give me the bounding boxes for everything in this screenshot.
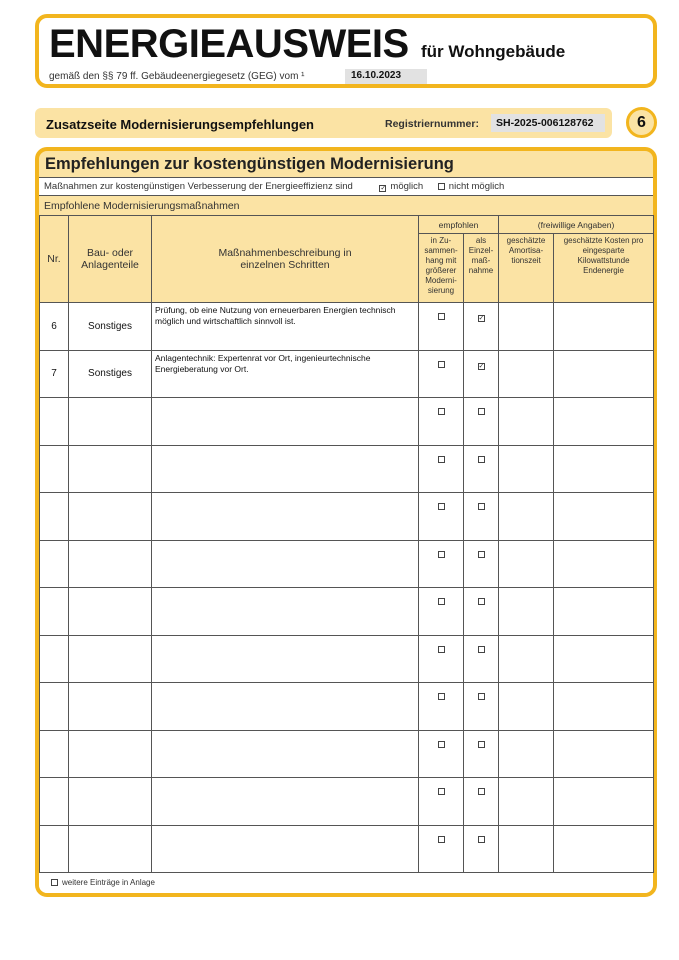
- row-combined-cell: [419, 588, 464, 636]
- not-possible-option[interactable]: [438, 181, 504, 192]
- more-entries-checkbox[interactable]: [51, 879, 58, 886]
- row-description[interactable]: [152, 635, 419, 683]
- row-description[interactable]: [152, 493, 419, 541]
- single-checkbox[interactable]: [478, 646, 485, 653]
- row-description[interactable]: [152, 540, 419, 588]
- row-combined-cell: [419, 635, 464, 683]
- row-single-cell: [464, 445, 499, 493]
- row-combined-cell: [419, 540, 464, 588]
- row-cost[interactable]: [554, 493, 654, 541]
- row-nr[interactable]: [40, 540, 69, 588]
- row-payback[interactable]: [499, 350, 554, 398]
- table-row: [40, 350, 654, 398]
- recommendations-section: [35, 147, 657, 897]
- single-checkbox[interactable]: [478, 836, 485, 843]
- row-cost[interactable]: [554, 778, 654, 826]
- row-nr[interactable]: [40, 683, 69, 731]
- page-title: Zusatzseite Modernisierungsempfehlungen: [46, 117, 314, 132]
- combined-checkbox[interactable]: [438, 456, 445, 463]
- row-description[interactable]: [152, 445, 419, 493]
- row-combined-cell: [419, 350, 464, 398]
- row-description[interactable]: Anlagentechnik: Expertenrat vor Ort, ingenieurtechnische Energieberatung vor Ort.: [152, 350, 419, 398]
- single-checkbox[interactable]: [478, 693, 485, 700]
- row-description[interactable]: [152, 825, 419, 873]
- row-description[interactable]: [152, 778, 419, 826]
- combined-checkbox[interactable]: [438, 741, 445, 748]
- single-checkbox[interactable]: [478, 598, 485, 605]
- combined-checkbox[interactable]: [438, 836, 445, 843]
- law-reference: gemäß den §§ 79 ff. Gebäudeenergiegesetz (GEG) vom ¹: [49, 71, 305, 82]
- row-payback[interactable]: [499, 588, 554, 636]
- row-nr[interactable]: [40, 588, 69, 636]
- combined-checkbox[interactable]: [438, 788, 445, 795]
- single-checkbox[interactable]: [478, 741, 485, 748]
- single-checkbox[interactable]: [478, 503, 485, 510]
- certificate-header: [35, 14, 657, 88]
- row-part[interactable]: [69, 588, 152, 636]
- possible-label: möglich: [390, 181, 424, 192]
- row-single-cell: [464, 350, 499, 398]
- possible-checkbox[interactable]: ✓: [380, 185, 387, 192]
- header-optional: (freiwillige Angaben): [499, 216, 654, 234]
- single-checkbox[interactable]: ✓: [478, 315, 485, 322]
- row-nr[interactable]: [40, 493, 69, 541]
- combined-checkbox[interactable]: [438, 503, 445, 510]
- row-cost[interactable]: [554, 350, 654, 398]
- row-nr[interactable]: [40, 398, 69, 446]
- header-nr: Nr.: [40, 216, 69, 303]
- row-combined-cell: [419, 825, 464, 873]
- combined-checkbox[interactable]: [438, 693, 445, 700]
- single-checkbox[interactable]: ✓: [478, 362, 485, 370]
- row-description[interactable]: Prüfung, ob eine Nutzung von erneuerbaren Energien technisch möglich und wirtschaftlich sinnvoll ist.: [152, 303, 419, 351]
- header-cost: geschätzte Kosten pro eingesparte Kilowattstunde Endenergie: [554, 234, 654, 303]
- row-payback[interactable]: [499, 778, 554, 826]
- registration-number-field[interactable]: SH-2025-006128762: [491, 114, 605, 132]
- section-title: Empfehlungen zur kostengünstigen Modernisierung: [45, 155, 454, 173]
- row-combined-cell: [419, 303, 464, 351]
- row-single-cell: [464, 540, 499, 588]
- row-nr[interactable]: [40, 825, 69, 873]
- row-part[interactable]: [69, 493, 152, 541]
- row-single-cell: [464, 398, 499, 446]
- row-cost[interactable]: [554, 730, 654, 778]
- row-part[interactable]: [69, 445, 152, 493]
- combined-checkbox[interactable]: [438, 598, 445, 605]
- row-combined-cell: [419, 683, 464, 731]
- row-cost[interactable]: [554, 540, 654, 588]
- table-row: [40, 445, 654, 493]
- row-single-cell: [464, 825, 499, 873]
- row-nr[interactable]: [40, 635, 69, 683]
- row-nr[interactable]: 7: [40, 350, 69, 398]
- row-nr[interactable]: [40, 445, 69, 493]
- row-description[interactable]: [152, 683, 419, 731]
- row-part[interactable]: Sonstiges: [69, 350, 152, 398]
- row-payback[interactable]: [499, 540, 554, 588]
- row-description[interactable]: [152, 730, 419, 778]
- table-row: [40, 540, 654, 588]
- row-description[interactable]: [152, 398, 419, 446]
- row-payback[interactable]: [499, 635, 554, 683]
- document-title: ENERGIEAUSWEIS: [49, 22, 409, 66]
- row-payback[interactable]: [499, 825, 554, 873]
- possibility-text: Maßnahmen zur kostengünstigen Verbesserung der Energieeffizienz sind: [44, 181, 353, 192]
- row-single-cell: [464, 683, 499, 731]
- row-single-cell: [464, 493, 499, 541]
- row-single-cell: [464, 730, 499, 778]
- header-combined: in Zu-sammen-hang mit größerer Moderni-sierung: [419, 234, 464, 303]
- row-cost[interactable]: [554, 635, 654, 683]
- row-part[interactable]: Sonstiges: [69, 303, 152, 351]
- row-single-cell: [464, 778, 499, 826]
- row-nr[interactable]: [40, 730, 69, 778]
- more-entries-option[interactable]: [39, 873, 653, 893]
- row-cost[interactable]: [554, 303, 654, 351]
- row-cost[interactable]: [554, 445, 654, 493]
- combined-checkbox[interactable]: [438, 551, 445, 558]
- page-number-badge: 6: [626, 107, 657, 138]
- row-payback[interactable]: [499, 683, 554, 731]
- header-payback: geschätzte Amortisa-tionszeit: [499, 234, 554, 303]
- row-combined-cell: [419, 493, 464, 541]
- row-part[interactable]: [69, 635, 152, 683]
- single-checkbox[interactable]: [478, 788, 485, 795]
- row-part[interactable]: [69, 730, 152, 778]
- combined-checkbox[interactable]: [438, 361, 445, 368]
- row-payback[interactable]: [499, 398, 554, 446]
- combined-checkbox[interactable]: [438, 313, 445, 320]
- header-single: als Einzel-maß-nahme: [464, 234, 499, 303]
- possibility-row: [39, 177, 653, 196]
- row-combined-cell: [419, 445, 464, 493]
- row-nr[interactable]: 6: [40, 303, 69, 351]
- table-row: [40, 303, 654, 351]
- row-part[interactable]: [69, 778, 152, 826]
- row-single-cell: [464, 588, 499, 636]
- header-description: Maßnahmenbeschreibung in einzelnen Schritten: [152, 216, 419, 303]
- law-date-field[interactable]: 16.10.2023: [345, 69, 427, 84]
- document-subtitle: für Wohngebäude: [421, 42, 566, 61]
- row-single-cell: [464, 635, 499, 683]
- row-combined-cell: [419, 730, 464, 778]
- table-row: [40, 683, 654, 731]
- table-row: [40, 825, 654, 873]
- row-part[interactable]: [69, 398, 152, 446]
- recommended-measures-label: Empfohlene Modernisierungsmaßnahmen: [39, 196, 653, 216]
- row-cost[interactable]: [554, 398, 654, 446]
- page-title-bar: [35, 108, 612, 138]
- not-possible-label: nicht möglich: [448, 181, 505, 192]
- row-combined-cell: [419, 778, 464, 826]
- table-row: [40, 493, 654, 541]
- row-part[interactable]: [69, 683, 152, 731]
- table-row: [40, 730, 654, 778]
- table-row: [40, 778, 654, 826]
- row-single-cell: [464, 303, 499, 351]
- combined-checkbox[interactable]: [438, 646, 445, 653]
- row-payback[interactable]: [499, 730, 554, 778]
- table-row: [40, 398, 654, 446]
- row-payback[interactable]: [499, 303, 554, 351]
- row-description[interactable]: [152, 588, 419, 636]
- not-possible-checkbox[interactable]: [438, 183, 445, 190]
- single-checkbox[interactable]: [478, 456, 485, 463]
- possible-option[interactable]: [379, 181, 423, 192]
- row-cost[interactable]: [554, 825, 654, 873]
- single-checkbox[interactable]: [478, 408, 485, 415]
- header-recommended: empfohlen: [419, 216, 499, 234]
- row-cost[interactable]: [554, 588, 654, 636]
- header-part: Bau- oder Anlagenteile: [69, 216, 152, 303]
- row-part[interactable]: [69, 540, 152, 588]
- combined-checkbox[interactable]: [438, 408, 445, 415]
- table-row: [40, 588, 654, 636]
- row-cost[interactable]: [554, 683, 654, 731]
- table-row: [40, 635, 654, 683]
- row-part[interactable]: [69, 825, 152, 873]
- row-payback[interactable]: [499, 445, 554, 493]
- row-nr[interactable]: [40, 778, 69, 826]
- row-payback[interactable]: [499, 493, 554, 541]
- more-entries-label: weitere Einträge in Anlage: [62, 878, 155, 887]
- registration-label: Registriernummer:: [385, 118, 479, 130]
- single-checkbox[interactable]: [478, 551, 485, 558]
- measures-table: [39, 215, 654, 873]
- row-combined-cell: [419, 398, 464, 446]
